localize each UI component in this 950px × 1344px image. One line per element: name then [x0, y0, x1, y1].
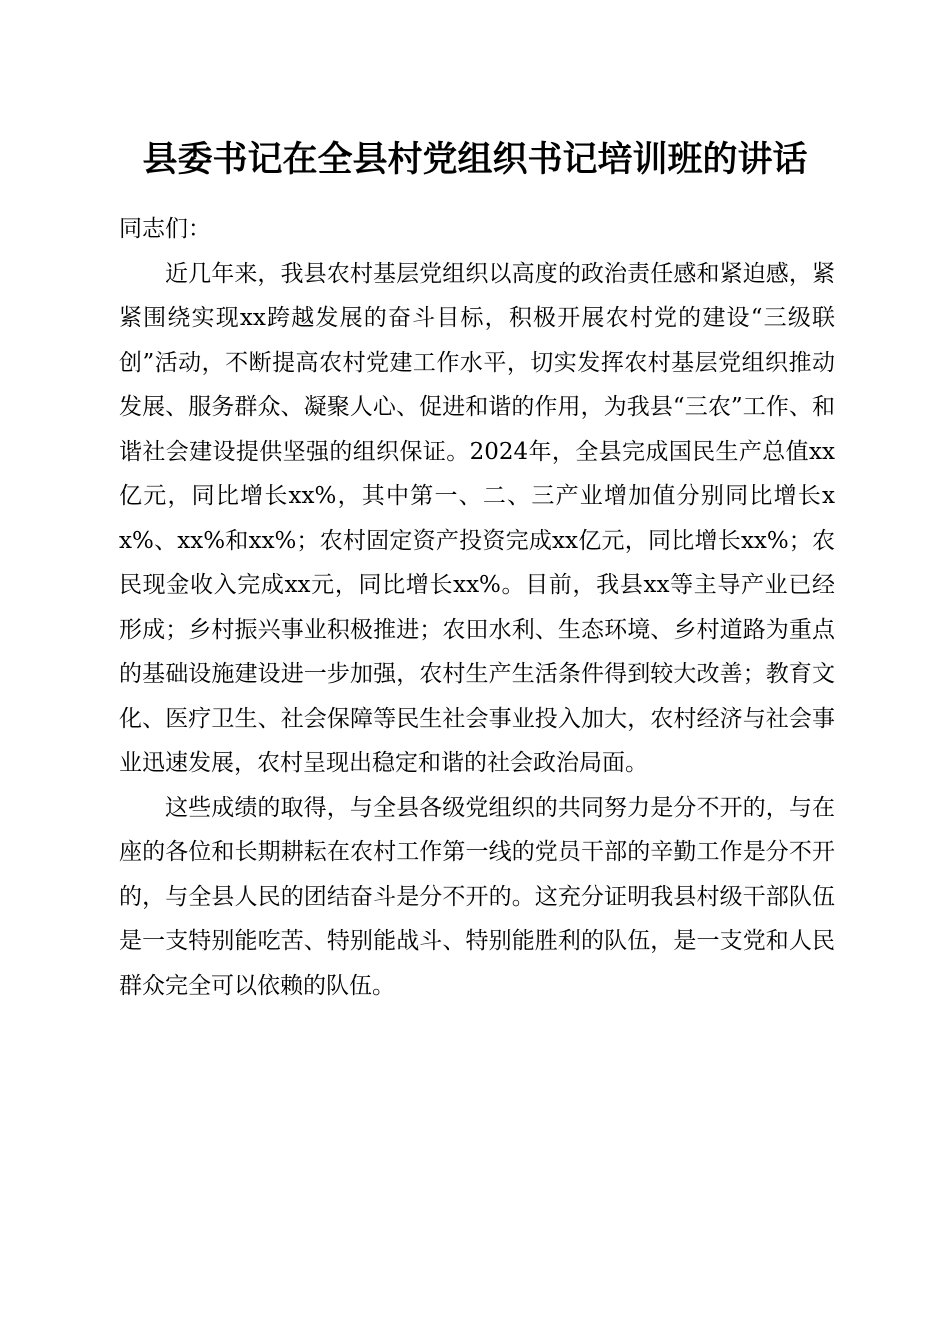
- paragraph-1: 近几年来，我县农村基层党组织以高度的政治责任感和紧迫感，紧紧围绕实现xx跨越发展的奋斗目标，积极开展农村党的建设“三级联创”活动，不断提高农村党建工作水平，切实发挥农村基层党组织推动发展、服务群众、凝聚人心、促进和谐的作用，为我县“三农”工作、和谐社会建设提供坚强的组织保证。2024年，全县完成国民生产总值xx亿元，同比增长xx%，其中第一、二、三产业增加值分别同比增长xx%、xx%和xx%；农村固定资产投资完成xx亿元，同比增长xx%；农民现金收入完成xx元，同比增长xx%。目前，我县xx等主导产业已经形成；乡村振兴事业积极推进；农田水利、生态环境、乡村道路为重点的基础设施建设进一步加强，农村生产生活条件得到较大改善；教育文化、医疗卫生、社会保障等民生社会事业投入加大，农村经济与社会事业迅速发展，农村呈现出稳定和谐的社会政治局面。: [119, 260, 835, 776]
- document-title: 县委书记在全县村党组织书记培训班的讲话: [142, 139, 808, 180]
- document-body: [119, 207, 835, 1008]
- paragraph-2: 这些成绩的取得，与全县各级党组织的共同努力是分不开的，与在座的各位和长期耕耘在农村工作第一线的党员干部的辛勤工作是分不开的，与全县人民的团结奋斗是分不开的。这充分证明我县村级干部队伍是一支特别能吃苦、特别能战斗、特别能胜利的队伍，是一支党和人民群众完全可以依赖的队伍。: [119, 794, 835, 999]
- greeting: 同志们：: [119, 216, 211, 242]
